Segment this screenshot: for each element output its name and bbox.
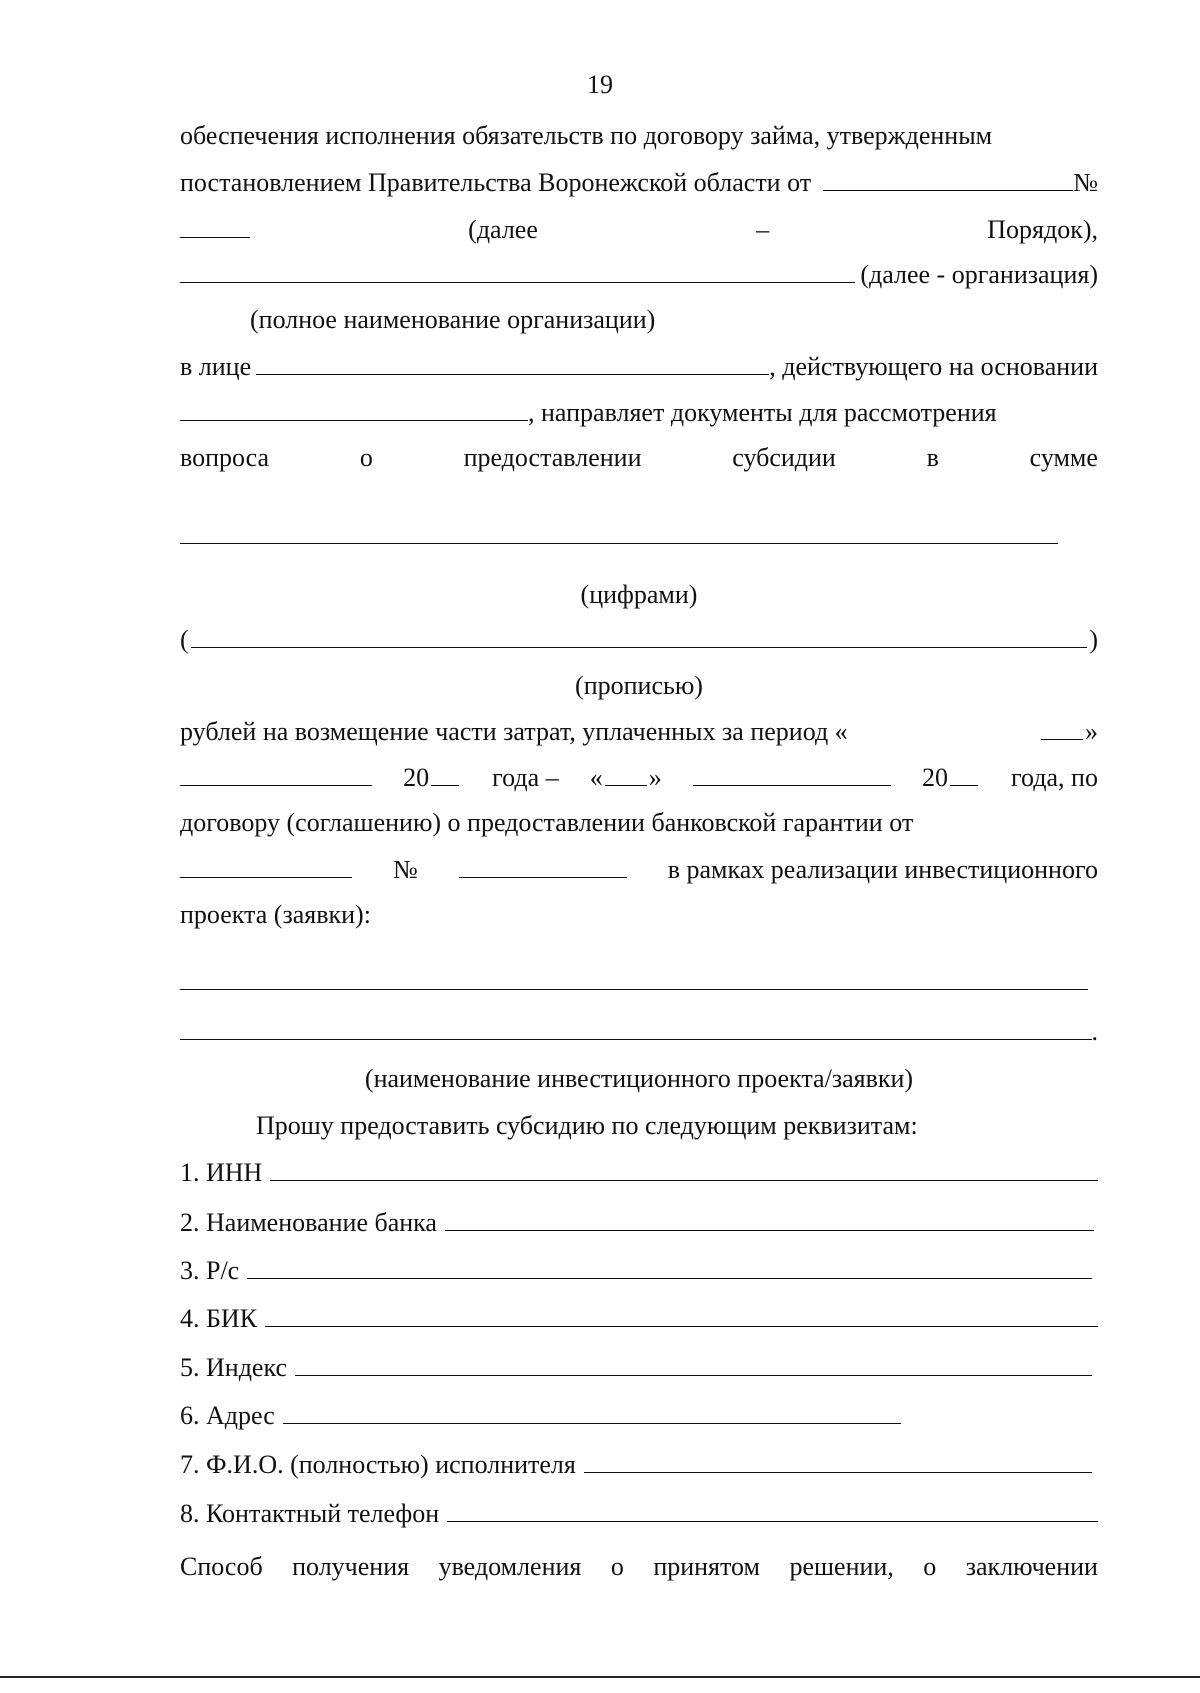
- field-address: [180, 1393, 1098, 1437]
- text-line-7: [180, 390, 1098, 434]
- dash-text: –: [756, 215, 770, 244]
- text-line-3: [180, 207, 1098, 251]
- index-input[interactable]: [295, 1345, 1092, 1376]
- field-inn-label: 1. ИНН: [180, 1158, 263, 1187]
- bik-input[interactable]: [265, 1296, 1098, 1327]
- text-line-14: договору (соглашению) о предоставлении банковской гарантии от: [180, 808, 914, 837]
- quote-close: »: [648, 763, 662, 792]
- representative-field[interactable]: [256, 344, 769, 375]
- text-line-6: [180, 344, 1098, 388]
- sends-documents-text: , направляет документы для рассмотрения: [528, 398, 997, 427]
- guarantee-number-field[interactable]: [459, 847, 627, 878]
- project-name-line-2: [180, 1009, 1098, 1053]
- text-line-4: [180, 252, 1098, 296]
- field-account: [180, 1248, 1098, 1292]
- number-sign: №: [392, 855, 418, 884]
- period-end-month-field[interactable]: [693, 755, 891, 786]
- last-w: о: [923, 1552, 937, 1581]
- resolution-date-field[interactable]: [823, 160, 1073, 191]
- field-phone: [180, 1491, 1098, 1535]
- bank-name-input[interactable]: [445, 1200, 1094, 1231]
- acting-basis-text: , действующего на основании: [769, 352, 1098, 381]
- period-mark: .: [1091, 1017, 1098, 1046]
- last-w: заключении: [965, 1552, 1098, 1581]
- word: вопроса: [180, 443, 270, 472]
- poryadok-text: Порядок),: [987, 215, 1098, 244]
- word: о: [359, 443, 373, 472]
- resolution-number-field[interactable]: [180, 207, 250, 238]
- last-w: решении,: [789, 1552, 894, 1581]
- period-start-month-field[interactable]: [180, 755, 372, 786]
- last-w: уведомления: [438, 1552, 582, 1581]
- field-executor: [180, 1442, 1098, 1486]
- field-account-label: 3. Р/с: [180, 1256, 240, 1285]
- address-input[interactable]: [283, 1393, 901, 1424]
- dalee-text: (далее: [468, 215, 538, 244]
- period-end-year-field[interactable]: [950, 755, 978, 786]
- inn-input[interactable]: [270, 1150, 1098, 1181]
- word: в: [926, 443, 939, 472]
- word: субсидии: [732, 443, 836, 472]
- page-number: 19: [587, 70, 613, 99]
- organization-caption: (полное наименование организации): [250, 305, 656, 334]
- period-start-day-field[interactable]: [1041, 709, 1083, 740]
- digits-caption: (цифрами): [580, 580, 698, 609]
- project-caption: (наименование инвестиционного проекта/заявки): [364, 1064, 914, 1093]
- executor-input[interactable]: [584, 1442, 1092, 1473]
- field-executor-label: 7. Ф.И.О. (полностью) исполнителя: [180, 1450, 576, 1479]
- year-po-text: года, по: [1011, 763, 1098, 792]
- paren-close: ): [1089, 625, 1098, 654]
- footer-rule: [0, 1676, 1200, 1678]
- field-index: [180, 1345, 1098, 1389]
- period-end-day-field[interactable]: [605, 755, 647, 786]
- field-bik: [180, 1296, 1098, 1340]
- guarantee-date-field[interactable]: [180, 847, 352, 878]
- phone-input[interactable]: [447, 1491, 1098, 1522]
- text-line-13: [180, 755, 1098, 799]
- organization-label: (далее - организация): [860, 260, 1098, 289]
- last-w: Способ: [180, 1552, 263, 1581]
- v-litse-text: в лице: [180, 352, 252, 381]
- period-start-year-field[interactable]: [431, 755, 459, 786]
- word: сумме: [1029, 443, 1098, 472]
- reimbursement-text: рублей на возмещение части затрат, уплаченных за период «: [180, 717, 848, 746]
- request-text: Прошу предоставить субсидию по следующим реквизитам:: [256, 1111, 918, 1140]
- field-phone-label: 8. Контактный телефон: [180, 1499, 440, 1528]
- amount-words-field[interactable]: [191, 617, 1088, 648]
- text-line-2-label: постановлением Правительства Воронежской области от: [180, 168, 812, 197]
- text-line-12: [180, 709, 1098, 753]
- basis-document-field[interactable]: [180, 390, 528, 421]
- last-w: принятом: [653, 1552, 760, 1581]
- year-dash-text: года –: [492, 763, 559, 792]
- field-index-label: 5. Индекс: [180, 1353, 287, 1382]
- text-line-8: [180, 436, 1098, 480]
- field-bank-label: 2. Наименование банка: [180, 1208, 437, 1237]
- text-line-2: [180, 160, 1098, 204]
- field-bank: [180, 1200, 1098, 1244]
- word: предоставлении: [463, 443, 642, 472]
- investment-text: в рамках реализации инвестиционного: [667, 855, 1098, 884]
- quote-open: «: [589, 763, 603, 792]
- amount-words-line: [180, 617, 1098, 661]
- field-bik-label: 4. БИК: [180, 1304, 258, 1333]
- amount-digits-field[interactable]: [180, 543, 1058, 544]
- words-caption: (прописью): [575, 671, 703, 700]
- organization-name-field[interactable]: [180, 252, 855, 283]
- account-input[interactable]: [247, 1248, 1092, 1279]
- number-sign: №: [1073, 168, 1098, 197]
- last-w: получения: [292, 1552, 410, 1581]
- last-w: о: [610, 1552, 624, 1581]
- text-line-last: [180, 1545, 1098, 1589]
- year-prefix: 20: [403, 763, 430, 792]
- text-line-1: обеспечения исполнения обязательств по договору займа, утвержденным: [180, 121, 993, 150]
- field-inn: [180, 1150, 1098, 1194]
- project-name-field-2[interactable]: [180, 1009, 1092, 1040]
- paren-open: (: [180, 625, 189, 654]
- project-name-field-1[interactable]: [180, 989, 1088, 990]
- field-address-label: 6. Адрес: [180, 1401, 275, 1430]
- year-prefix: 20: [921, 763, 948, 792]
- quote-close: »: [1085, 717, 1098, 746]
- text-line-16: проекта (заявки):: [180, 900, 371, 929]
- text-line-15: [180, 847, 1098, 891]
